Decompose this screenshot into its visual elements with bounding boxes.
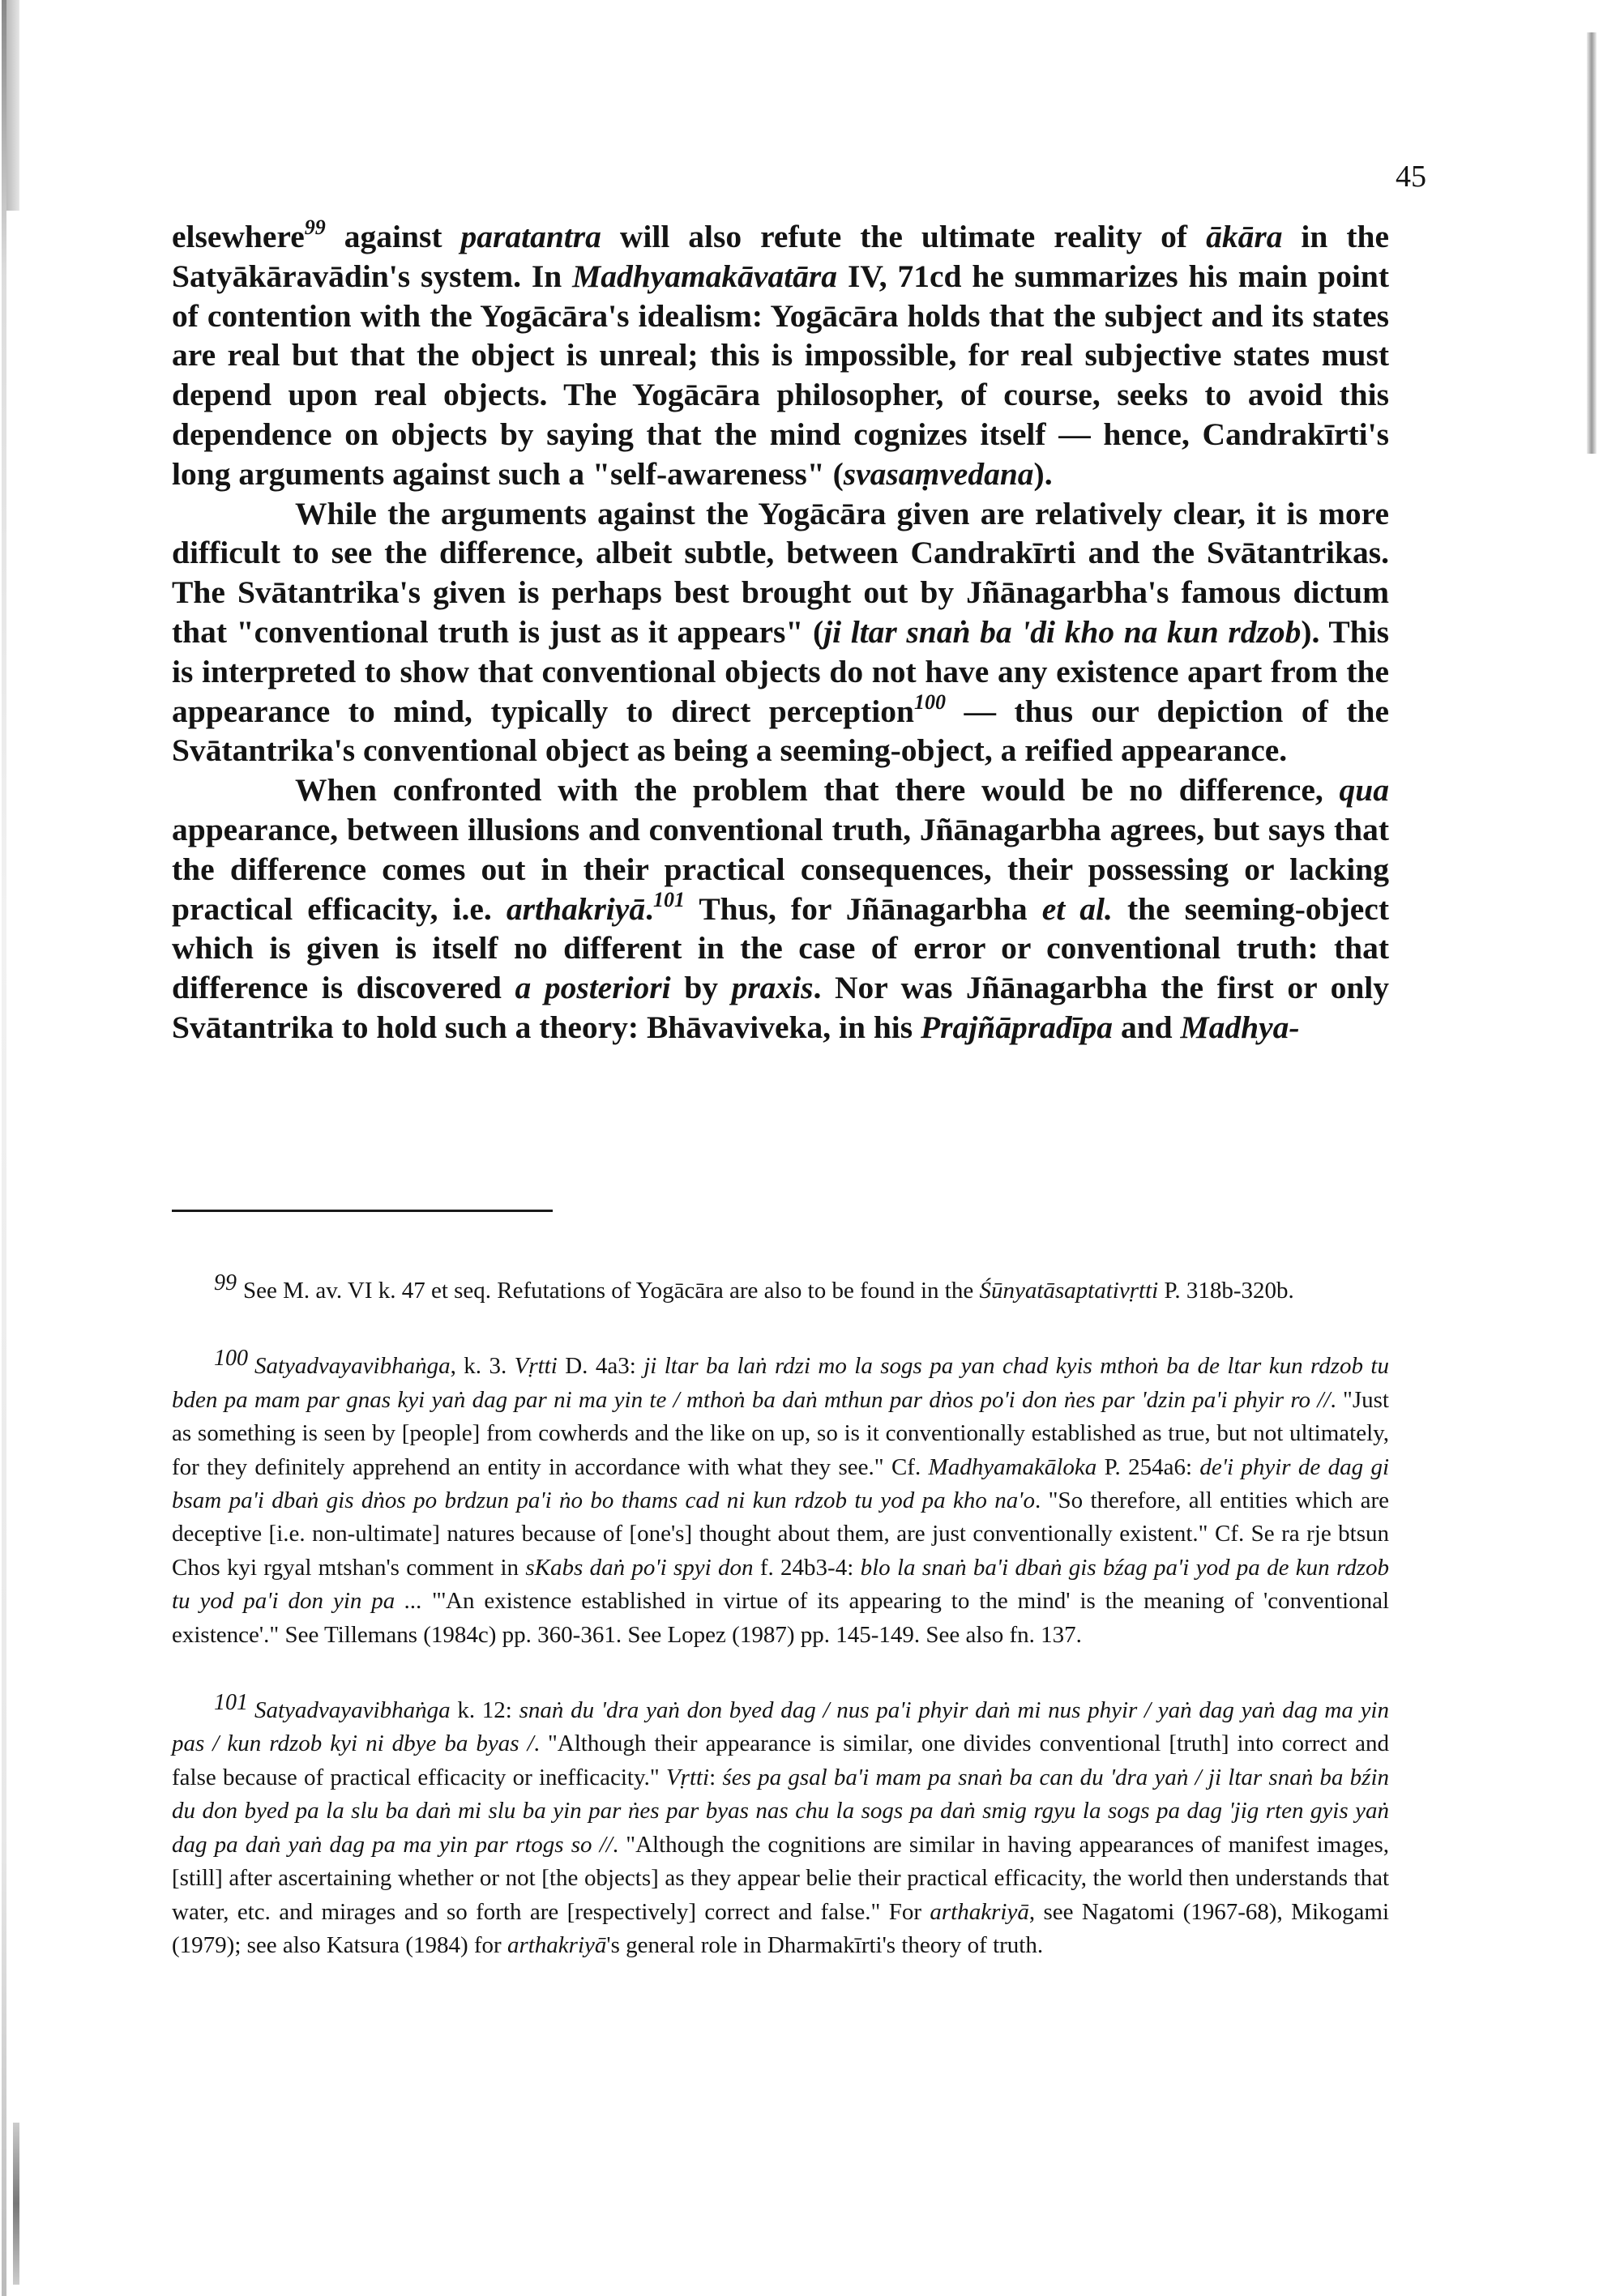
italic-run: arthakriyā (930, 1898, 1029, 1925)
italic-run: Satyadvayavibhaṅga (254, 1697, 451, 1724)
footnote-100 (172, 1342, 1389, 1652)
italic-run: Satyadvayavibhaṅga (254, 1353, 451, 1380)
italic-run: et al. (1041, 890, 1113, 927)
footnote-number: 100 (214, 1346, 248, 1372)
text-run: , k. 3. (450, 1353, 515, 1380)
text-run: 's general role in Dharmakīrti's theory of truth. (606, 1931, 1044, 1958)
italic-run: Vṛtti (665, 1764, 710, 1790)
italic-run: de'i phyir de dag gi bsam pa'i dbaṅ gis dṅos po brdzun pa'i ṅo bo thams cad ni kun rdzob tu yod pa kho na'o (172, 1453, 1390, 1514)
text-run: — thus our depiction of the Svātantrika's conventional object as being a seeming-object, a reified appearance. (172, 693, 1389, 769)
text-run: ). (1033, 455, 1053, 492)
text-run: . "Just as something is seen by [people] from cowherds and the like on up, so is it conventionally established as true, but not ultimately, for they definitely apprehend an entity in accordance with what they see." Cf. (172, 1386, 1389, 1480)
footnote-reference: 101 (652, 887, 685, 911)
text-run: will also refute the ultimate reality of (601, 219, 1207, 254)
footnote-99 (172, 1266, 1389, 1308)
text-run: D. 4a3: (557, 1353, 644, 1380)
italic-run: sKabs daṅ po'i spyi don (525, 1554, 754, 1581)
footnote-number: 99 (214, 1270, 237, 1295)
scan-shadow-top-left (6, 0, 19, 211)
italic-run: ji ltar ba laṅ rdzi mo la sogs pa yan chad kyis mthoṅ ba de ltar kun rdzob tu bden pa mam par gnas kyi yaṅ dag par ni ma yin te / mthoṅ ba daṅ mthun par dṅos po'i don ṅes par 'dzin pa'i phyir ro // (172, 1353, 1389, 1413)
footnote-reference: 99 (304, 216, 326, 239)
text-run: the seeming-object which is given is itself no different in the case of error or conventional truth: that difference is discovered (172, 890, 1389, 1006)
text-run: Thus, for Jñānagarbha (684, 890, 1042, 927)
italic-run: śes pa gsal ba'i mam pa snaṅ ba can du 'dra yaṅ / ji ltar snaṅ ba bźin du don byed pa la slu ba daṅ mi slu ba yin par ṅes par byas nas chu la sogs pa daṅ smig rgyu la sogs pa dag 'jig rten gyis yaṅ dag pa daṅ yaṅ dag pa ma yin par rtogs so // (172, 1764, 1389, 1858)
italic-run: ākāra (1206, 219, 1283, 254)
italic-run: arthakriyā (507, 1931, 607, 1958)
text-run: elsewhere (172, 219, 305, 254)
scan-mark-bottom-left (13, 2123, 19, 2285)
text-run: f. 24b3-4: (753, 1554, 861, 1581)
text-run: . "So therefore, all entities which are deceptive [i.e. non-ultimate] natures because of [one's] thought about them, are just conventionally existent." Cf. Se ra rje btsun Chos kyi rgyal mtshan's comment in (172, 1487, 1389, 1581)
italic-run: Madhyamakāvatāra (572, 258, 838, 294)
text-run: . (645, 890, 653, 927)
text-run: : (709, 1764, 723, 1790)
italic-run: snaṅ du 'dra yaṅ don byed dag / nus pa'i phyir daṅ mi nus phyir / yaṅ dag yaṅ dag ma yin pas / kun rdzob kyi ni dbye ba byas / (172, 1697, 1389, 1757)
footnotes (172, 1266, 1389, 1962)
main-paragraph-3 (172, 770, 1389, 1048)
italic-run: ji ltar snaṅ ba 'di kho na kun rdzob (823, 613, 1302, 650)
page-number: 45 (1396, 160, 1426, 194)
main-paragraph-1 (172, 217, 1389, 494)
text-run: . Nor was Jñānagarbha the first or only Svātantrika to hold such a theory: Bhāvaviveka, in his (172, 970, 1390, 1045)
italic-run: Vṛtti (514, 1353, 558, 1380)
text-run: in the Satyākāravādin's system. In (172, 219, 1389, 294)
footnote-reference: 100 (913, 689, 946, 714)
scan-edge-left (2, 0, 6, 2296)
footnote-101 (172, 1686, 1389, 1962)
scan-shadow-right (1587, 32, 1597, 454)
italic-run: a posteriori (515, 970, 671, 1006)
italic-run: Prajñāpradīpa (921, 1009, 1114, 1045)
italic-run: paratantra (460, 219, 601, 254)
text-run: P. 318b-320b. (1158, 1278, 1294, 1304)
main-paragraph-2 (172, 494, 1389, 771)
footnote-number: 101 (214, 1690, 248, 1716)
text-run: ). This is interpreted to show that conventional objects do not have any existence apart from the appearance to mind, typically to direct perception (172, 613, 1390, 729)
italic-run: blo la snaṅ ba'i dbaṅ gis bźag pa'i yod pa de kun rdzob tu yod pa'i don yin pa ... (172, 1554, 1389, 1615)
text-run: and (1113, 1009, 1181, 1045)
text-run: k. 12: (450, 1697, 519, 1724)
text-run: While the arguments against the Yogācāra given are relatively clear, it is more difficult to see the difference, albeit subtle, between Candrakīrti and the Svātantrikas. The Svātantrika's given is perhaps best brought out by Jñānagarbha's famous dictum that "conventional truth is just as it appears" ( (172, 495, 1389, 650)
text-run: by (670, 970, 732, 1006)
italic-run: qua (1339, 772, 1389, 809)
italic-run: svasaṃvedana (843, 455, 1034, 492)
text-run: . "Although their appearance is similar, one divides conventional [truth] into correct and false because of practical efficacity or inefficacity." (172, 1731, 1389, 1790)
italic-run: Madhyamakāloka (928, 1453, 1097, 1480)
text-run: "'An existence established in virtue of its appearing to the mind' is the meaning of 'conventional existence'." See Tillemans (1984c) pp. 360-361. See Lopez (1987) pp. 145-149. See also fn. 137. (172, 1588, 1389, 1648)
italic-run: praxis (731, 970, 814, 1006)
text-run: , see Nagatomi (1967-68), Mikogami (1979); see also Katsura (1984) for (172, 1898, 1390, 1958)
text-run: . "Although the cognitions are similar in having appearances of manifest images, [still] after ascertaining whether or not [the objects] as they appear belie their practical efficacity, the world then understands that water, etc. and mirages and so forth are [respectively] correct and false." For (172, 1831, 1389, 1925)
footnote-separator (172, 1210, 553, 1212)
text-run: See M. av. VI k. 47 et seq. Refutations of Yogācāra are also to be found in the (243, 1278, 980, 1304)
text-run: IV, 71cd he summarizes his main point of contention with the Yogācāra's idealism: Yogācāra holds that the subject and its states are real but that the object is unreal; this is impossible, for real subjective states must depend upon real objects. The Yogācāra philosopher, of course, seeks to avoid this dependence on objects by saying that the mind cognizes itself — hence, Candrakīrti's long arguments against such a "self-awareness" ( (172, 258, 1389, 492)
text-run: P. 254a6: (1096, 1453, 1200, 1480)
italic-run: Śūnyatāsaptativṛtti (979, 1278, 1159, 1304)
main-text (172, 217, 1389, 1048)
italic-run: Madhya- (1180, 1009, 1300, 1045)
italic-run: arthakriyā (506, 890, 646, 927)
text-run: appearance, between illusions and conventional truth, Jñānagarbha agrees, but says that the difference comes out in their practical consequences, their possessing or lacking practical efficacity, i.e. (172, 811, 1389, 927)
text-run: When confronted with the problem that there would be no difference, (295, 772, 1340, 809)
text-run: against (325, 219, 461, 254)
